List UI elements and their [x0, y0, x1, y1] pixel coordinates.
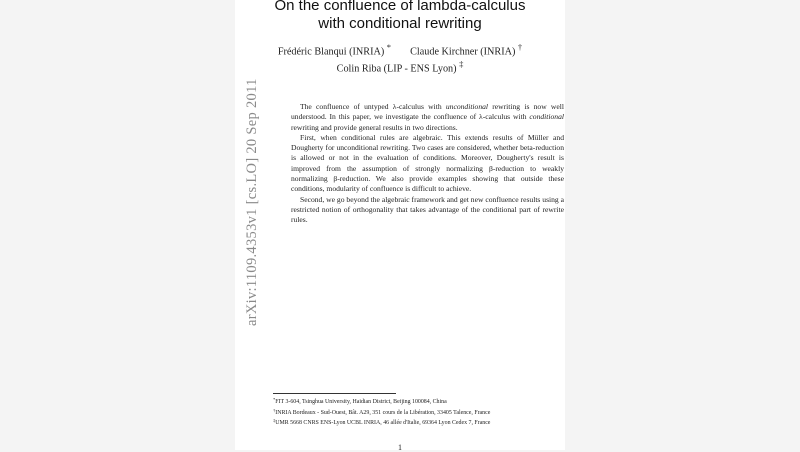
title-line-1: On the confluence of lambda-calculus	[274, 0, 526, 14]
emphasis-unconditional: unconditional	[445, 102, 489, 111]
footnote: *FIT 3-604, Tsinghua University, Haidian District, Beijing 100084, China	[273, 397, 447, 405]
abstract-paragraph: Second, we go beyond the algebraic framework and get new confluence results using a restricted notion of orthogonality that takes advantage of the conditional part of rewrite rules.	[291, 194, 565, 225]
abstract	[291, 102, 564, 226]
emphasis-conditional: conditional	[529, 112, 564, 122]
abstract-paragraph: First, when conditional rules are algebraic. This extends results of Müller and Dougherty for unconditional rewriting. Two cases are considered, whether beta-reduction is allowed or not in the evaluation of conditions. Moreover, Dougherty's result is improved from the assumption of strongly normalizing β-reduction to weakly normalizing β-reduction. We also provide examples showing that outside these conditions, modularity of confluence is difficult to achieve.	[291, 132, 564, 194]
author-mark: *	[386, 42, 392, 52]
title-line-2: with conditional rewriting	[318, 15, 482, 32]
author-name: Colin Riba (LIP - ENS Lyon)	[336, 63, 457, 75]
author-name: Frédéric Blanqui (INRIA)	[277, 46, 385, 58]
footnote-divider	[273, 393, 396, 394]
footnote: †INRIA Bordeaux - Sud-Ouest, Bât. A29, 351 cours de la Libération, 33405 Talence, France	[273, 407, 491, 416]
arxiv-identifier-stamp: arXiv:1109.4353v1 [cs.LO] 20 Sep 2011	[244, 78, 260, 326]
author-block	[235, 41, 565, 76]
author-mark: ‡	[459, 59, 464, 70]
author-mark: †	[517, 42, 523, 52]
abstract-paragraph: The confluence of untyped λ-calculus with unconditional rewriting is now well understood. In this paper, we investigate the confluence of λ-calculus with conditional rewriting and provide general results in two directions.	[291, 102, 564, 132]
footnote: ‡UMR 5668 CNRS ENS-Lyon UCBL INRIA, 46 allée d'Italie, 69364 Lyon Cedex 7, France	[273, 418, 491, 427]
author-name: Claude Kirchner (INRIA)	[410, 46, 516, 58]
paper-title	[235, 0, 565, 33]
footnotes	[273, 396, 563, 428]
page-number: 1	[398, 443, 402, 452]
